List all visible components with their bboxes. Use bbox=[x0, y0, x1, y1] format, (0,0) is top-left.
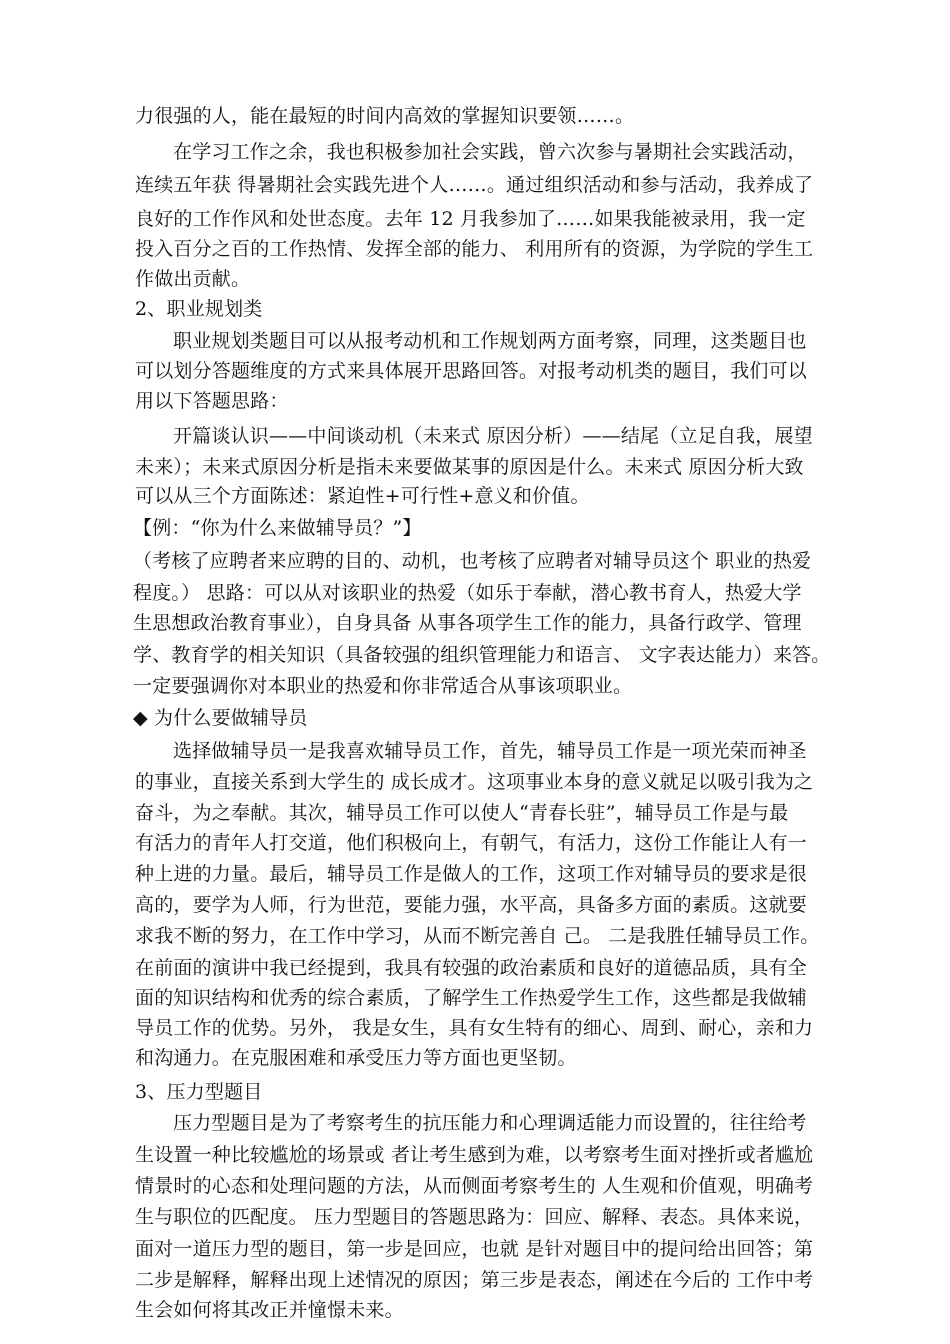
section-heading: 2、职业规划类 bbox=[135, 298, 263, 320]
text-line: 良好的工作作风和处世态度。去年 12 月我参加了……如果我能被录用，我一定 bbox=[135, 208, 806, 230]
section-heading: 3、压力型题目 bbox=[135, 1081, 263, 1103]
text-line: 二步是解释，解释出现上述情况的原因；第三步是表态，阐述在今后的 工作中考 bbox=[135, 1269, 814, 1291]
text-line: 生思想政治教育事业），自身具备 从事各项学生工作的能力，具备行政学、管理 bbox=[133, 612, 802, 634]
text-line: 生设置一种比较尴尬的场景或 者让考生感到为难，以考察考生面对挫折或者尴尬 bbox=[135, 1144, 814, 1166]
text-line: 力很强的人，能在最短的时间内高效的掌握知识要领……。 bbox=[135, 105, 635, 127]
text-line: 在学习工作之余，我也积极参加社会实践，曾六次参与暑期社会实践活动， bbox=[173, 141, 807, 163]
text-line: 可以从三个方面陈述：紧迫性+可行性+意义和价值。 bbox=[135, 485, 590, 507]
text-line: 有活力的青年人打交道，他们积极向上，有朝气，有活力，这份工作能让人有一 bbox=[135, 832, 808, 854]
text-line: 生与职位的匹配度。 压力型题目的答题思路为：回应、解释、表态。具体来说， bbox=[135, 1206, 814, 1228]
text-line: 职业规划类题目可以从报考动机和工作规划两方面考察，同理，这类题目也 bbox=[173, 330, 807, 352]
bullet-heading: ◆ 为什么要做辅导员 bbox=[133, 707, 308, 729]
text-line: 种上进的力量。最后，辅导员工作是做人的工作，这项工作对辅导员的要求是很 bbox=[135, 863, 808, 885]
text-line: 生会如何将其改正并憧憬未来。 bbox=[135, 1299, 404, 1321]
text-line: 导员工作的优势。另外， 我是女生，具有女生特有的细心、周到、耐心，亲和力 bbox=[135, 1017, 814, 1039]
text-line: 压力型题目是为了考察考生的抗压能力和心理调适能力而设置的，往往给考 bbox=[173, 1112, 807, 1134]
text-line: 选择做辅导员一是我喜欢辅导员工作，首先，辅导员工作是一项光荣而神圣 bbox=[173, 740, 807, 762]
example-heading: 【例：“你为什么来做辅导员？”】 bbox=[133, 517, 422, 539]
text-line: 用以下答题思路： bbox=[135, 390, 289, 412]
text-line: 求我不断的努力，在工作中学习，从而不断完善自 己。 二是我胜任辅导员工作。 bbox=[135, 925, 820, 947]
text-line: 和沟通力。在克服困难和承受压力等方面也更坚韧。 bbox=[135, 1047, 577, 1069]
text-line: 奋斗，为之奉献。其次，辅导员工作可以使人“青春长驻”，辅导员工作是与最 bbox=[135, 802, 789, 824]
text-line: 高的，要学为人师，行为世范，要能力强，水平高，具备多方面的素质。这就要 bbox=[135, 894, 808, 916]
text-line: 面的知识结构和优秀的综合素质，了解学生工作热爱学生工作，这些都是我做辅 bbox=[135, 987, 808, 1009]
text-line: 面对一道压力型的题目，第一步是回应，也就 是针对题目中的提问给出回答；第 bbox=[135, 1238, 814, 1260]
text-line: 程度。） 思路：可以从对该职业的热爱（如乐于奉献，潜心教书育人，热爱大学 bbox=[133, 582, 802, 604]
text-line: 的事业，直接关系到大学生的 成长成才。这项事业本身的意义就足以吸引我为之 bbox=[135, 771, 814, 793]
text-line: 未来）；未来式原因分析是指未来要做某事的原因是什么。未来式 原因分析大致 bbox=[135, 456, 804, 478]
text-line: 作做出贡献。 bbox=[135, 268, 251, 290]
text-line: 情景时的心态和处理问题的方法，从而侧面考察考生的 人生观和价值观，明确考 bbox=[135, 1175, 814, 1197]
text-line: （考核了应聘者来应聘的目的、动机，也考核了应聘者对辅导员这个 职业的热爱 bbox=[133, 550, 812, 572]
text-line: 可以划分答题维度的方式来具体展开思路回答。对报考动机类的题目，我们可以 bbox=[135, 360, 808, 382]
text-line: 在前面的演讲中我已经提到，我具有较强的政治素质和良好的道德品质，具有全 bbox=[135, 957, 808, 979]
text-line: 一定要强调你对本职业的热爱和你非常适合从事该项职业。 bbox=[133, 675, 633, 697]
text-line: 开篇谈认识——中间谈动机（未来式 原因分析）——结尾（立足自我，展望 bbox=[173, 425, 813, 447]
text-line: 学、教育学的相关知识（具备较强的组织管理能力和语言、 文字表达能力）来答。 bbox=[133, 644, 831, 666]
text-line: 投入百分之百的工作热情、发挥全部的能力、 利用所有的资源，为学院的学生工 bbox=[135, 238, 814, 260]
text-line: 连续五年获 得暑期社会实践先进个人……。通过组织活动和参与活动，我养成了 bbox=[135, 174, 814, 196]
